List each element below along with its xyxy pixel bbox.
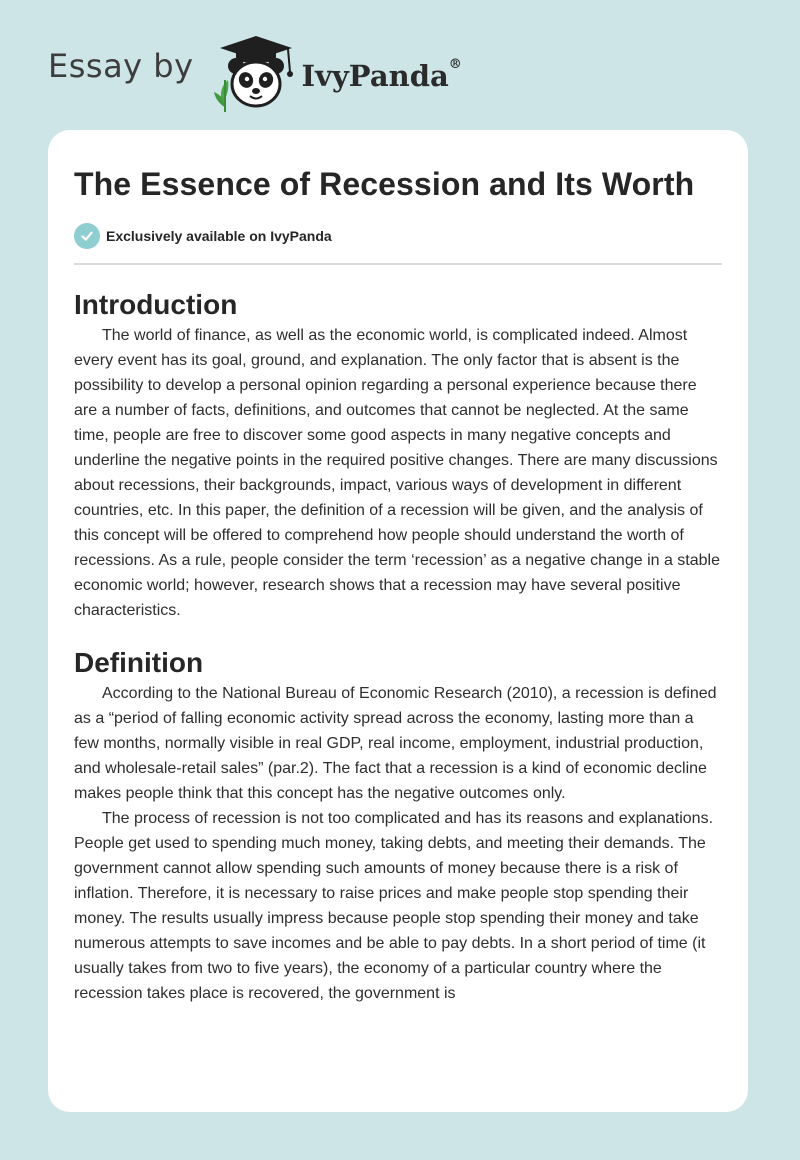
exclusive-label: Exclusively available on IvyPanda xyxy=(106,228,332,244)
brand-prefix: Essay by xyxy=(48,47,194,85)
section-heading-definition: Definition xyxy=(74,647,204,678)
section-heading-introduction: Introduction xyxy=(74,289,238,320)
brand-name: IvyPanda® xyxy=(301,57,462,93)
essay-title: The Essence of Recession and Its Worth xyxy=(74,166,695,202)
paragraph-definition-2: The process of recession is not too complicated and has its reasons and explanations. People get used to spending much money, taking debts, and meeting their demands. The government cannot allow spending such amounts of money because there is a risk of inflation. Therefore, it is necessary to raise prices and make people stop spending their money. The results usually impress because people stop spending their money and take numerous attempts to save incomes and be able to pay debts. In a short period of time (it usually takes from two to five years), the economy of a particular country where the recession takes place is recovered, the government is xyxy=(74,810,714,1002)
registered-mark: ® xyxy=(448,57,462,72)
check-circle-icon xyxy=(74,223,100,249)
paragraph-definition-1: According to the National Bureau of Economic Research (2010), a recession is defined as a “period of falling economic activity spread across the economy, lasting more than a few months, normally visible in real GDP, real income, employment, industrial production, and wholesale-retail sales” (par.2). The fact that a recession is a kind of economic decline makes people think that this concept has the negative outcomes only. xyxy=(74,685,717,802)
exclusive-badge xyxy=(74,223,722,249)
paragraph-introduction: The world of finance, as well as the economic world, is complicated indeed. Almost every event has its goal, ground, and explanation. The only factor that is absent is the possibility to develop a personal opinion regarding a personal experience because there are a number of facts, definitions, and outcomes that cannot be neglected. At the same time, people are free to discover some good aspects in many negative concepts and underline the negative points in the required positive changes. There are many discussions about recessions, their backgrounds, impact, various ways of development in different countries, etc. In this paper, the definition of a recession will be given, and the analysis of this concept will be offered to comprehend how people should understand the worth of recessions. As a rule, people consider the term ‘recession’ as a negative change in a stable economic world; however, research shows that a recession may have several positive characteristics. xyxy=(74,327,720,619)
brand-header[interactable] xyxy=(48,32,462,112)
panda-graduate-icon xyxy=(208,32,300,112)
divider xyxy=(74,263,722,265)
essay-card xyxy=(48,130,748,1112)
